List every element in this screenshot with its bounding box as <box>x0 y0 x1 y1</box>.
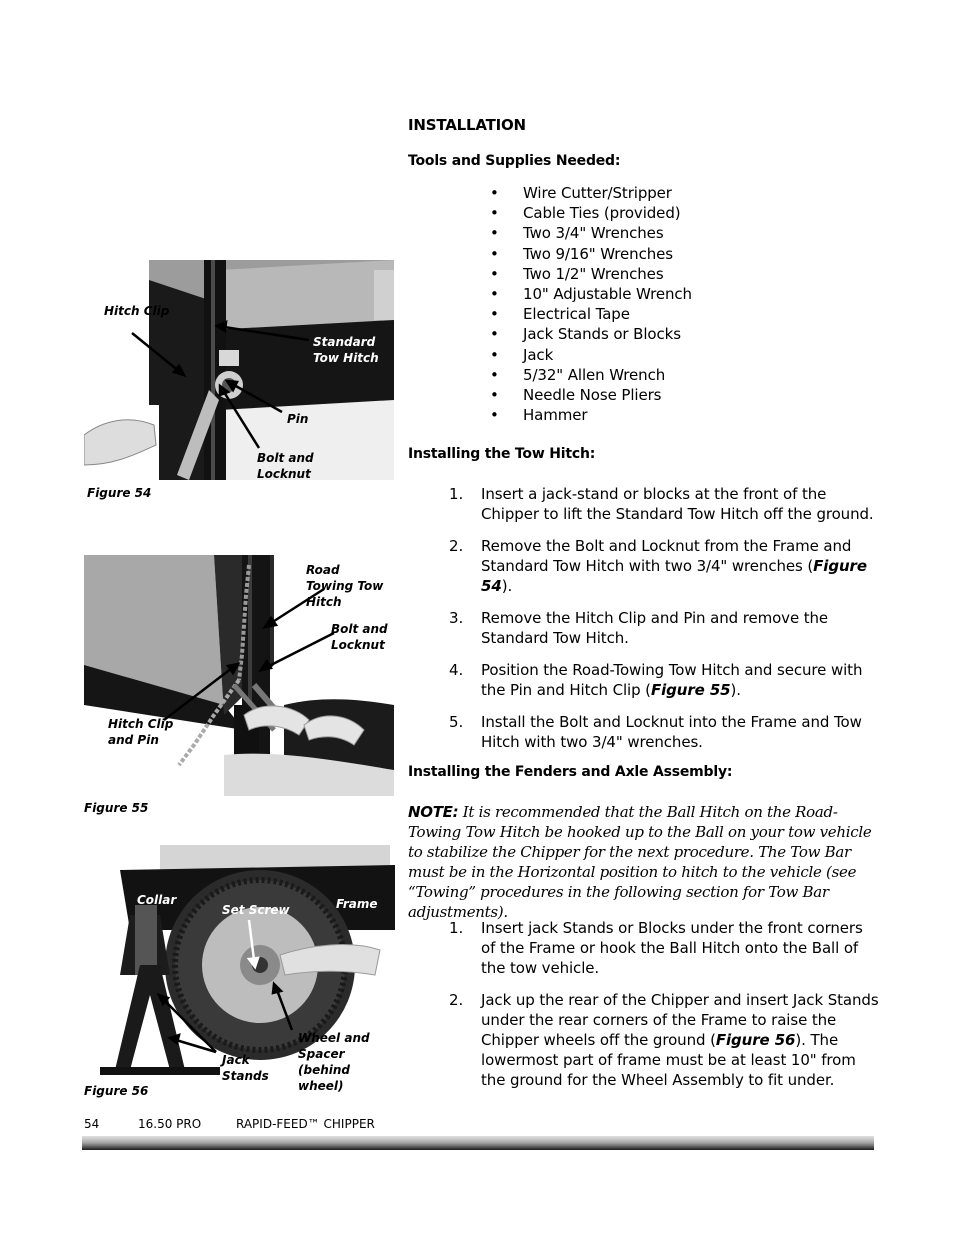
list-item: • Two 3/4" Wrenches <box>490 223 692 243</box>
fenders-heading: Installing the Fenders and Axle Assembly: <box>408 764 733 780</box>
step-text: Insert jack Stands or Blocks under the front corners of the Frame or hook the Ball Hitch onto the Ball of the tow vehicle. <box>481 919 863 977</box>
step-text: Insert a jack-stand or blocks at the front of the Chipper to lift the Standard Tow Hitch off the ground. <box>481 485 874 523</box>
page-number: 54 <box>84 1117 100 1131</box>
step-number: 2. <box>449 991 464 1009</box>
step-text: Install the Bolt and Locknut into the Frame and Tow Hitch with two 3/4" wrenches. <box>481 713 862 751</box>
fender-step-2 <box>449 990 879 1090</box>
list-item: • Jack Stands or Blocks <box>490 324 692 344</box>
figure-54-caption: Figure 54 <box>87 486 152 500</box>
note-text: It is recommended that the Ball Hitch on the Road-Towing Tow Hitch be hooked up to the Ball on your tow vehicle to stabilize the Chipper for the next procedure. The Tow Bar must be in the Horizontal position to hitch to the vehicle (see “Towing” procedures in the following section for Tow Bar adjustments). <box>408 803 872 921</box>
tow-step-1 <box>449 484 879 524</box>
tow-step-3 <box>449 608 879 648</box>
figure-reference: Figure 56 <box>715 1031 796 1049</box>
list-item: • Cable Ties (provided) <box>490 203 692 223</box>
tools-heading: Tools and Supplies Needed: <box>408 153 621 169</box>
list-item: • Electrical Tape <box>490 304 692 324</box>
step-text-end: ). The lowermost part of frame must be at least 10" from the ground for the Wheel Assembly to fit under. <box>481 1031 856 1089</box>
step-text: Jack up the rear of the Chipper and insert Jack Stands under the rear corners of the Frame to raise the Chipper wheels off the ground ( <box>481 991 879 1049</box>
callout-collar: Collar <box>137 893 177 907</box>
note-label: NOTE: <box>408 803 459 821</box>
step-number: 5. <box>449 713 464 731</box>
fender-step-1 <box>449 918 879 978</box>
section-title: INSTALLATION <box>408 116 526 134</box>
tow-step-4 <box>449 660 879 700</box>
list-item: • Two 9/16" Wrenches <box>490 244 692 264</box>
callout-set-screw: Set Screw <box>222 903 290 917</box>
step-text-end: ). <box>501 577 513 595</box>
step-text: Remove the Bolt and Locknut from the Frame and Standard Tow Hitch with two 3/4" wrenches ( <box>481 537 852 575</box>
step-number: 3. <box>449 609 464 627</box>
list-item: • Jack <box>490 345 692 365</box>
list-item: • Two 1/2" Wrenches <box>490 264 692 284</box>
tow-hitch-heading: Installing the Tow Hitch: <box>408 446 596 462</box>
tow-step-5 <box>449 712 879 752</box>
step-text: Position the Road-Towing Tow Hitch and secure with the Pin and Hitch Clip ( <box>481 661 863 699</box>
footer-model: 16.50 PRO <box>138 1117 202 1131</box>
callout-hitch-clip: Hitch Clip <box>104 304 170 318</box>
callout-jack-stands: Jack Stands <box>222 1053 269 1083</box>
list-item: • 10" Adjustable Wrench <box>490 284 692 304</box>
figure-reference: Figure 54 <box>481 557 867 595</box>
step-number: 2. <box>449 537 464 555</box>
step-number: 1. <box>449 919 464 937</box>
tools-list <box>490 183 692 425</box>
callout-standard-tow-hitch: Standard Tow Hitch <box>313 335 379 365</box>
callout-wheel-spacer: Wheel and Spacer (behind wheel) <box>298 1031 370 1093</box>
footer-product: RAPID-FEED™ CHIPPER <box>236 1117 375 1131</box>
figure-56-caption: Figure 56 <box>84 1084 149 1098</box>
list-item: • 5/32" Allen Wrench <box>490 365 692 385</box>
figure-54-arrows <box>84 300 404 480</box>
callout-hitch-clip-pin: Hitch Clip and Pin <box>108 717 174 747</box>
figure-55-caption: Figure 55 <box>84 801 149 815</box>
callout-pin: Pin <box>287 412 309 426</box>
step-text-end: ). <box>730 681 741 699</box>
step-number: 1. <box>449 485 464 503</box>
footer-rule <box>82 1136 874 1150</box>
step-text: Remove the Hitch Clip and Pin and remove the Standard Tow Hitch. <box>481 609 829 647</box>
list-item: • Wire Cutter/Stripper <box>490 183 692 203</box>
tow-step-2 <box>449 536 879 596</box>
callout-road-towing-tow-hitch: Road Towing Tow Hitch <box>306 563 384 609</box>
callout-bolt-locknut: Bolt and Locknut <box>257 451 314 481</box>
figure-reference: Figure 55 <box>650 681 731 699</box>
callout-bolt-locknut-55: Bolt and Locknut <box>331 622 388 652</box>
list-item: • Needle Nose Pliers <box>490 385 692 405</box>
list-item: • Hammer <box>490 405 692 425</box>
note-paragraph <box>408 802 878 922</box>
step-number: 4. <box>449 661 464 679</box>
callout-frame: Frame <box>336 897 378 911</box>
